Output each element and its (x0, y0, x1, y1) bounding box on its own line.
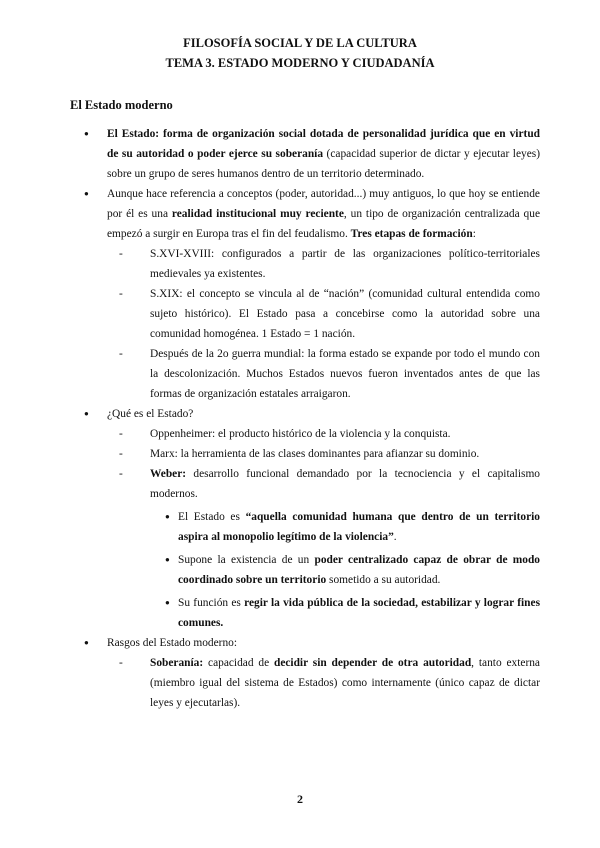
section-title: El Estado moderno (70, 98, 173, 112)
text: Supone la existencia de un (178, 554, 315, 566)
text: desarrollo funcional demandado por la tecnociencia y el capitalismo modernos. (150, 468, 540, 500)
document-title-line-2: TEMA 3. ESTADO MODERNO Y CIUDADANÍA (165, 56, 435, 70)
text: (capacidad superior de dictar y ejecutar leyes) sobre un grupo de seres humanos dentro de un territorio determinado. (107, 148, 540, 180)
text: , un tipo de organización centralizada que empezó a surgir en Europa tras el fin del feudalismo. (107, 208, 541, 240)
sub-item-etapa-2: - S.XIX: el concepto se vincula al de “nación” (comunidad cultural entendida como sujeto histórico). El Estado pasa a concebirse como la autoridad sobre una comunidad homogénea. 1 Estado = 1 nación. (70, 284, 540, 344)
bold-text: poder centralizado capaz de obrar de modo coordinado sobre un territorio (178, 554, 540, 586)
text: , tanto externa (miembro igual del sistema de Estados) como internamente (único capaz de dictar leyes y ejecutarlas). (150, 657, 540, 709)
bold-text: Tres etapas de formación (350, 228, 473, 240)
text: Su función es (178, 597, 245, 609)
sub-item-weber (70, 464, 540, 504)
document-title-line-1: FILOSOFÍA SOCIAL Y DE LA CULTURA (183, 36, 417, 50)
page-number: 2 (297, 792, 303, 806)
sub-sub-item-poder-centralizado (70, 550, 540, 590)
bold-text: El Estado: forma de organización social dotada de personalidad jurídica que en virtud de su autoridad o poder ejerce su soberanía (107, 128, 540, 160)
text: . (393, 531, 397, 543)
bold-text: decidir sin depender de otra autoridad (273, 657, 472, 669)
sub-item-etapa-3: - Después de la 2o guerra mundial: la forma estado se expande por todo el mundo con la descolonización. Muchos Estados nuevos fueron inventados antes de que las formas de organización estatales arraigaron. (70, 344, 540, 404)
sub-sub-item-definicion-weber (70, 507, 540, 547)
bold-text: regir la vida pública de la sociedad, estabilizar y lograr fines comunes. (178, 597, 541, 629)
bold-text: Soberanía: (150, 657, 204, 669)
text: Aunque hace referencia a conceptos (poder, autoridad...) muy antiguos, lo que hoy se entiende por él es una (107, 188, 540, 220)
bold-text: “aquella comunidad humana que dentro de un territorio aspira al monopolio legítimo de la violencia” (178, 511, 540, 543)
sub-item-etapa-1: - S.XVI-XVIII: configurados a partir de las organizaciones político-territoriales medievales ya existentes. (70, 244, 540, 284)
text: capacidad de (203, 657, 274, 669)
bullet-concepto-reciente (70, 184, 540, 244)
sub-sub-item-funcion (70, 593, 540, 633)
bullet-rasgos: ● Rasgos del Estado moderno: (70, 633, 540, 653)
text: El Estado es (178, 511, 246, 523)
document-body (70, 124, 540, 713)
sub-item-soberania (70, 653, 540, 713)
bullet-que-es-estado: ● ¿Qué es el Estado? (70, 404, 540, 424)
bullet-estado-definicion (70, 124, 540, 184)
text: sometido a su autoridad. (326, 574, 441, 586)
sub-item-marx: - Marx: la herramienta de las clases dominantes para afianzar su dominio. (70, 444, 540, 464)
sub-item-oppenheimer: - Oppenheimer: el producto histórico de la violencia y la conquista. (70, 424, 540, 444)
bold-text: realidad institucional muy reciente (171, 208, 344, 220)
text: : (472, 228, 476, 240)
bullet-list (70, 124, 540, 713)
bold-text: Weber: (150, 468, 187, 480)
